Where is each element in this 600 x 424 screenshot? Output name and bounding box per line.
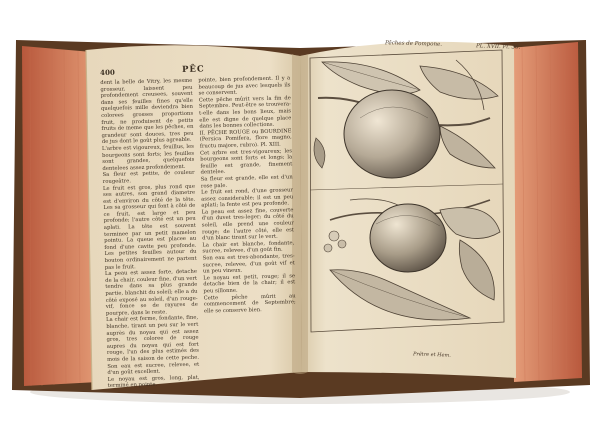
paragraph: Cette pêche mûrit vers la fin de Septembre. Peut-être se trouvera-t-elle dans les bons lieux, mais elle est digne de quelque place dans les bonnes collections. [198, 95, 292, 130]
page-number: 400 [100, 67, 115, 77]
paragraph: Sa fleur est grande, elle est d'un rose pale. [200, 174, 293, 190]
paragraph: Cette pêche mûrit au commencement de Septembre; elle se conserve bien. [203, 292, 296, 315]
paragraph: Le fruit est rond, d'une grosseur assez considerable; il est un peu aplati; la fente est peu profonde. [201, 187, 294, 209]
paragraph: Le noyau est petit, rouge; il se detache bien de la chair; il est peu sillonne. [203, 273, 296, 295]
text-column-left [100, 78, 200, 390]
paragraph: II. PÊCHE ROUGE ou BOURDINE (Persica Pomifera, flore magno, fructu majore, rubro). Pl. XIII. [199, 128, 292, 150]
right-fore-edge [510, 42, 582, 382]
running-head-word: PÊC [181, 64, 205, 75]
plate-signature: Prêtre et Hem. [412, 351, 451, 359]
paragraph: pointe, bien profondement. Il y a beaucoup de jus avec lesquels ils se conservent. [198, 75, 291, 97]
paragraph: Le noyau est gros, long, plat, terminé en pointe. [107, 374, 200, 390]
paragraph: Sa fleur est petite, de couleur rougeâtre. [102, 170, 195, 185]
paragraph: L'arbre est vigoureux, feuillus, les bourgeons sont forts; les feuilles sont grandes, quelquefois dentelees assez profondement. [101, 143, 195, 172]
paragraph: La chair est ferme, fondante, fine, blanche, tirant un peu sur le vert auprès du noyau qui est assez gros, tres coloree de rouge aupres du noyau qui est fort rouge, l'un des plus estimés des mois de la saison de cette peche. Son eau est sucree, relevee, et d'un goût excellent. [106, 315, 200, 377]
left-page-text [100, 63, 297, 390]
paragraph: La peau est assez fine, couverte d'un duvet tres-leger; du côté du soleil, elle prend une couleur rouge; de l'autre côté, elle est d'un blanc tirant sur le vert. [201, 207, 295, 242]
text-column-right [198, 75, 298, 387]
paragraph: dent la belle de Vitry, les mesme grosseur, laissent peu profondement creusees, souvent dans ses feuilles fines qu'elle quelquefois mille deviendra bien colorees grosses proportions fruit, ne produisent de petits fruits de meme que les pêches, en grandeur sont douces, tres peu de jus dont le goût plus agreable. [100, 77, 194, 146]
paragraph: Son eau est tres-abondante, tres-sucree, relevee, d'un goût vif et un peu vineux. [202, 253, 295, 275]
paragraph: La peau est assez forte, detache de la chair, couleur fine, d'un vert tendre dans sa plus grande partie, blanchit du soleil; elle a du côté exposé au soleil, d'un rouge-vif, fonce se de rayures de pourpre, dans le reste. [104, 268, 198, 317]
paragraph: Le fruit est gros, plus rond que ses autres, son grand diametre est d'environ du côté de la tête. Les sa grosseur qui font à côté de ce fruit, est large et peu profonde; l'autre côté est un peu aplati. La tête est souvent terminee par un petit mamelon pointu. La queue est placee au fond d'une cavite peu profonde. Les petites feuilles autour du bouton ordinairement ne partent pas le fruit. [102, 183, 197, 271]
paragraph: La chair est blanche, fondante, sucree, relevee, d'un goût fin. [202, 240, 295, 255]
plate-number: PL. XVII. Pl. 30. [475, 43, 521, 51]
paragraph: Cet arbre est tres-vigoureux; les bourgeons sont forts et longs; la feuille est grande, finement dentelee. [200, 147, 293, 176]
plate-title: Pêches de Pompone. [384, 40, 443, 48]
